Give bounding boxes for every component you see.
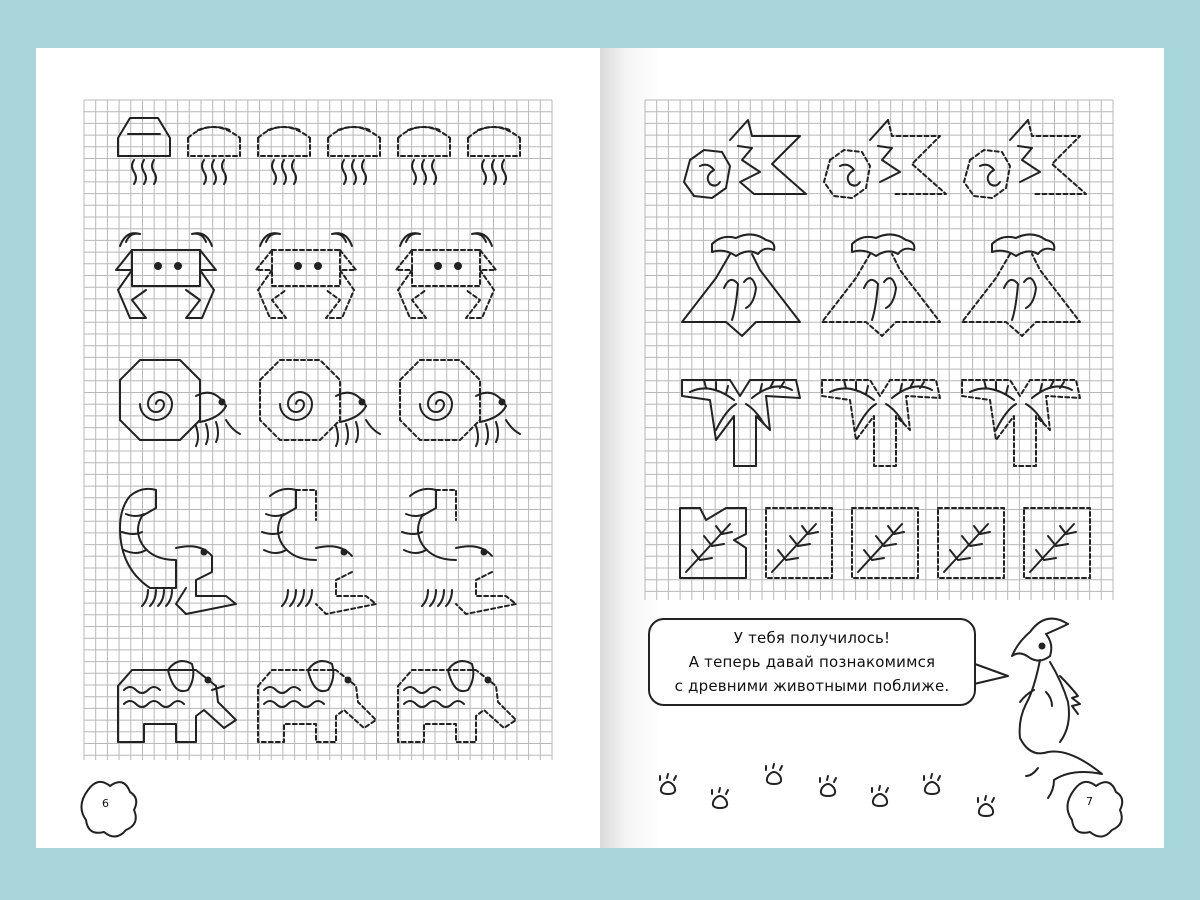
crab-icon — [116, 233, 216, 318]
crab-trace-icons — [256, 250, 496, 318]
asteroid-icon — [684, 120, 806, 198]
page-number-left: 6 — [102, 797, 109, 810]
speech-bubble — [648, 618, 976, 706]
volcano-icon — [682, 234, 800, 336]
asteroid-trace-icons — [824, 120, 1086, 198]
speech-line-2: А теперь давай познакомимся — [688, 653, 936, 671]
speech-line-1: У тебя получилось! — [733, 629, 891, 647]
page-number-right: 7 — [1086, 795, 1093, 808]
jellyfish-icon — [118, 118, 170, 184]
leaf-trace-icons — [766, 508, 1090, 578]
shrimp-icon — [120, 489, 236, 614]
volcano-trace-icons — [822, 254, 1080, 336]
elephant-trace-icons — [258, 670, 516, 742]
leaf-icon — [680, 508, 746, 578]
elephant-icon — [118, 661, 236, 742]
palm-tree-icon — [682, 380, 800, 466]
hermit-crab-trace-icons — [260, 360, 480, 440]
jellyfish-tentacles — [202, 160, 506, 184]
jellyfish-trace-icons — [188, 127, 520, 156]
dinosaur-icon — [1012, 619, 1102, 798]
footprints — [660, 764, 994, 816]
speech-line-3: с древними животными поближе. — [674, 677, 950, 695]
